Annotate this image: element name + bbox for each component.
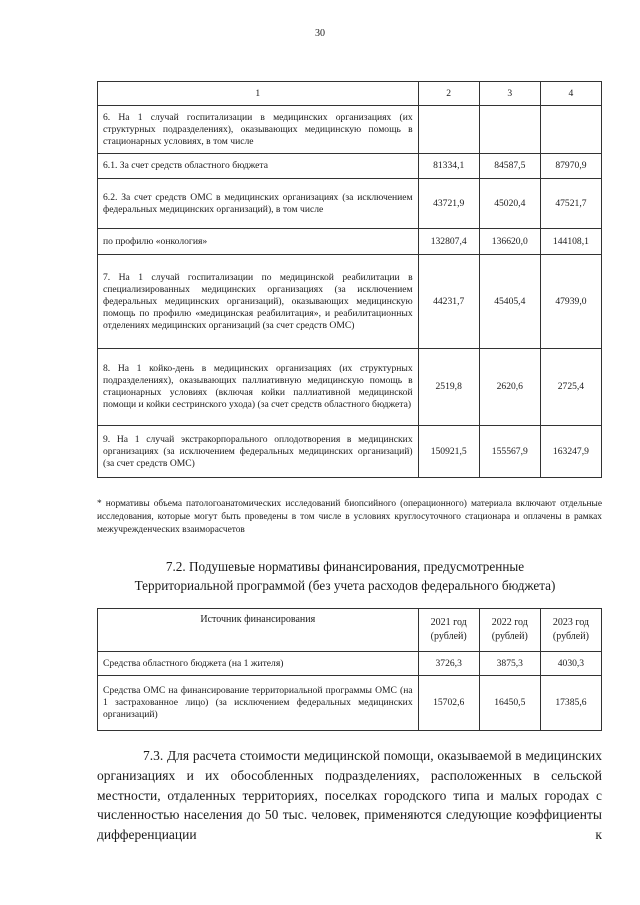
row-description: 7. На 1 случай госпитализации по медицинской реабилитации в специализированных медицинских организациях (за исключением федеральных медицинских организаций), оказывающих медицинскую помощь по профилю «медицинская реабилитация», и реабилитационных отделениях медицинских организаций (за счет средств ОМС) (98, 255, 419, 349)
body-paragraph: 7.3. Для расчета стоимости медицинской помощи, оказываемой в медицинских организациях и их обособленных подразделениях, расположенных в сельской местности, отдаленных территориях, поселках городского типа и малых городах с численностью населения до 50 тыс. человек, применяются следующие коэффициенты дифференциации к (97, 748, 602, 843)
value-2022: 84587,5 (479, 154, 540, 179)
per-capita-financing-table (97, 608, 602, 731)
value-2023: 47521,7 (540, 179, 601, 229)
value-2022: 45020,4 (479, 179, 540, 229)
row-description: Средства ОМС на финансирование территориальной программы ОМС (на 1 застрахованное лицо) (за исключением федеральных медицинских организаций) (98, 676, 419, 731)
value-2021: 150921,5 (418, 426, 479, 478)
value-2021: 44231,7 (418, 255, 479, 349)
table-header-row (98, 609, 602, 652)
row-description: 6. На 1 случай госпитализации в медицинских организациях (их структурных подразделениях), оказывающих медицинскую помощь в стационарных условиях, в том числе (98, 106, 419, 154)
table-row (98, 154, 602, 179)
column-header-2023: 2023 год (рублей) (540, 609, 601, 652)
column-header: 4 (540, 82, 601, 106)
column-header: 1 (98, 82, 419, 106)
table-row (98, 426, 602, 478)
section-title-line: 7.2. Подушевые нормативы финансирования, предусмотренные (165, 559, 525, 574)
table-header-row (98, 82, 602, 106)
table-row (98, 652, 602, 676)
value-2023: 47939,0 (540, 255, 601, 349)
value-2021: 2519,8 (418, 349, 479, 426)
value-2022: 3875,3 (479, 652, 540, 676)
table-footnote: * нормативы объема патологоанатомических исследований биопсийного (операционного) материала включают отдельные исследования, которые могут быть проведены в том числе в условиях круглосуточного стационара и оплачены в рамках межучрежденческих взаиморасчетов (97, 499, 602, 535)
row-description: 6.1. За счет средств областного бюджета (98, 154, 419, 179)
value-2023: 163247,9 (540, 426, 601, 478)
value-2021: 81334,1 (418, 154, 479, 179)
value-2021: 132807,4 (418, 229, 479, 255)
column-header-2021: 2021 год (рублей) (418, 609, 479, 652)
row-description: 8. На 1 койко-день в медицинских организациях (их структурных подразделениях), оказывающих паллиативную медицинскую помощь в стационарных условиях (включая койки паллиативной медицинской помощи и койки сестринского ухода) (за счет средств областного бюджета) (98, 349, 419, 426)
value-2021: 15702,6 (418, 676, 479, 731)
column-header: 2 (418, 82, 479, 106)
value-2023: 2725,4 (540, 349, 601, 426)
table-row (98, 179, 602, 229)
row-description: 6.2. За счет средств ОМС в медицинских организациях (за исключением федеральных медицинских организаций), в том числе (98, 179, 419, 229)
page-number: 30 (315, 28, 325, 39)
value-2021: 3726,3 (418, 652, 479, 676)
value-2022: 2620,6 (479, 349, 540, 426)
value-2021 (418, 106, 479, 154)
table-row (98, 229, 602, 255)
value-2023: 144108,1 (540, 229, 601, 255)
table-row (98, 255, 602, 349)
value-2022 (479, 106, 540, 154)
row-description: Средства областного бюджета (на 1 жителя) (98, 652, 419, 676)
value-2022: 136620,0 (479, 229, 540, 255)
value-2023: 4030,3 (540, 652, 601, 676)
table-row (98, 106, 602, 154)
value-2022: 16450,5 (479, 676, 540, 731)
column-header: 3 (479, 82, 540, 106)
row-description: по профилю «онкология» (98, 229, 419, 255)
value-2023: 87970,9 (540, 154, 601, 179)
column-header-source: Источник финансирования (98, 609, 419, 652)
table-row (98, 676, 602, 731)
value-2023 (540, 106, 601, 154)
column-header-2022: 2022 год (рублей) (479, 609, 540, 652)
section-title-line: Территориальной программой (без учета расходов федерального бюджета) (134, 578, 556, 593)
value-2021: 43721,9 (418, 179, 479, 229)
section-title (90, 557, 600, 595)
row-description: 9. На 1 случай экстракорпорального оплодотворения в медицинских организациях (за исключением федеральных медицинских организаций) (за счет средств ОМС) (98, 426, 419, 478)
value-2023: 17385,6 (540, 676, 601, 731)
table-row (98, 349, 602, 426)
norms-table (97, 81, 602, 478)
value-2022: 155567,9 (479, 426, 540, 478)
value-2022: 45405,4 (479, 255, 540, 349)
